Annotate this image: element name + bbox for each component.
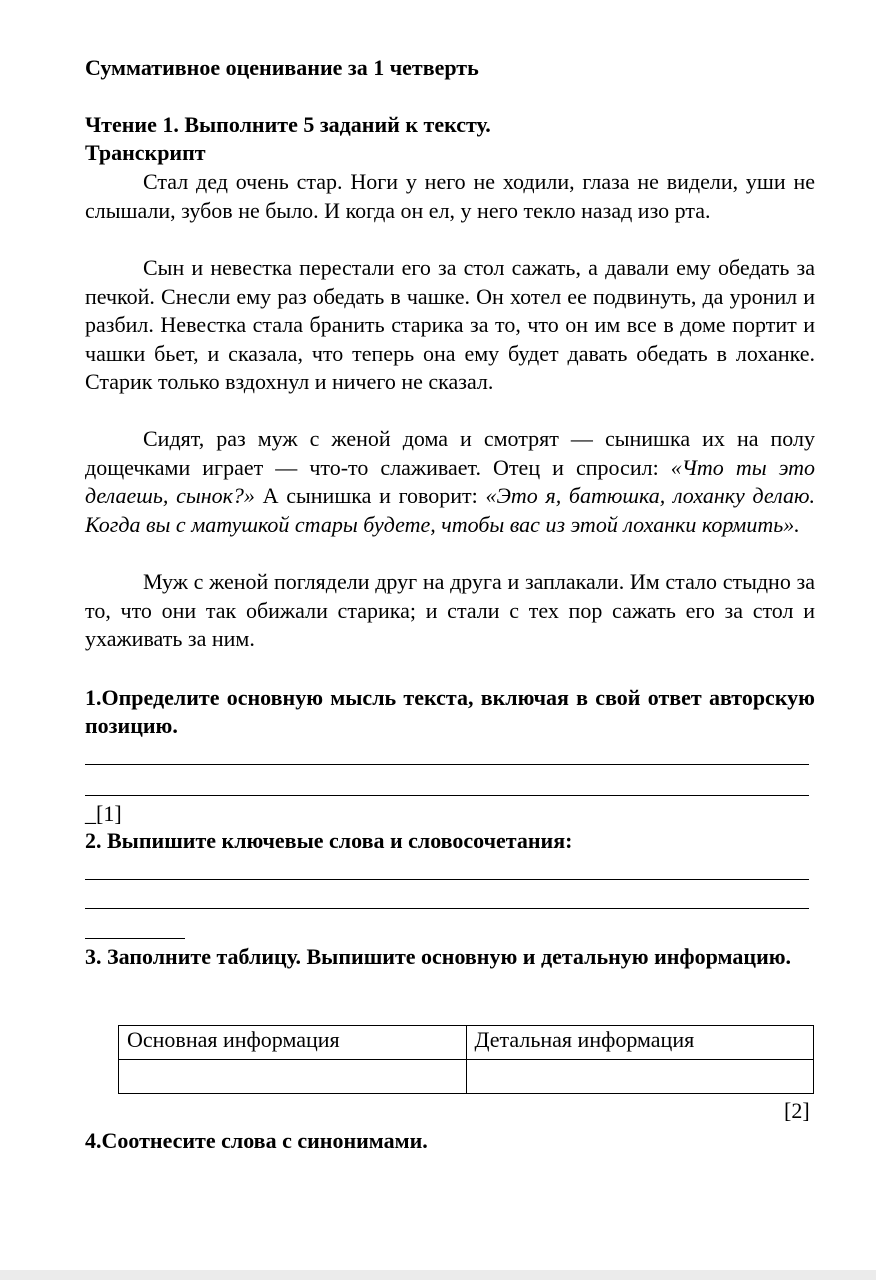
worksheet-title: Суммативное оценивание за 1 четверть bbox=[85, 55, 479, 80]
answer-line[interactable] bbox=[85, 879, 809, 880]
detail-info-cell[interactable] bbox=[466, 1060, 814, 1094]
page-bottom-edge bbox=[0, 1270, 876, 1280]
paragraph-4: Муж с женой поглядели друг на друга и заплакали. Им стало стыдно за то, что они так обижали старика; и стали с тех пор сажать его за стол и ухаживать за ним. bbox=[85, 569, 815, 651]
paragraph-3-part-c: А сынишка и говорит: bbox=[254, 483, 486, 508]
transcript-label: Транскрипт bbox=[85, 140, 206, 165]
paragraph-2: Сын и невестка перестали его за стол сажать, а давали ему обедать за печкой. Снесли ему раз обедать в чашке. Он хотел ее подвинуть, да уронил и разбил. Невестка стала бранить старика за то, что он им все в доме портит и чашки бьет, и сказала, что теперь она ему будет давать обедать в лоханке. Старик только вздохнул и ничего не сказал. bbox=[85, 255, 815, 394]
task-1-score: _[1] bbox=[85, 801, 122, 826]
son-question-quote: «Что ты это делаешь, сынок?» bbox=[85, 454, 815, 508]
son-answer-quote: «Это я, батюшка, лоханку делаю. Когда вы с матушкой стары будете, чтобы вас из этой лоханки кормить». bbox=[85, 483, 816, 537]
task-3-prompt: 3. Заполните таблицу. Выпишите основную и детальную информацию. bbox=[85, 944, 792, 969]
paragraph-1: Стал дед очень стар. Ноги у него не ходили, глаза не видели, уши не слышали, зубов не было. И когда он ел, у него текло назад изо рта. bbox=[85, 169, 815, 223]
task-1-prompt: 1.Определите основную мысль текста, включая в свой ответ авторскую позицию. bbox=[85, 685, 815, 738]
answer-line[interactable] bbox=[85, 908, 809, 909]
info-table bbox=[118, 1025, 814, 1094]
col-main-info-header: Основная информация bbox=[119, 1026, 467, 1060]
col-detail-info-header: Детальная информация bbox=[466, 1026, 814, 1060]
answer-line[interactable] bbox=[85, 938, 185, 939]
paragraph-3 bbox=[85, 425, 815, 539]
table-header-row bbox=[119, 1026, 814, 1060]
task-3-score: [2] bbox=[784, 1098, 810, 1123]
task-4-prompt: 4.Соотнесите слова с синонимами. bbox=[85, 1128, 428, 1153]
section-heading: Чтение 1. Выполните 5 заданий к тексту. bbox=[85, 112, 491, 137]
answer-line[interactable] bbox=[85, 764, 809, 765]
table-row bbox=[119, 1060, 814, 1094]
task-2-prompt: 2. Выпишите ключевые слова и словосочетания: bbox=[85, 828, 573, 853]
answer-line[interactable] bbox=[85, 795, 809, 796]
main-info-cell[interactable] bbox=[119, 1060, 467, 1094]
paragraph-3-part-a: Сидят, раз муж с женой дома и смотрят — сынишка их на полу дощечками играет — что-то слаживает. Отец и спросил: bbox=[85, 426, 815, 480]
